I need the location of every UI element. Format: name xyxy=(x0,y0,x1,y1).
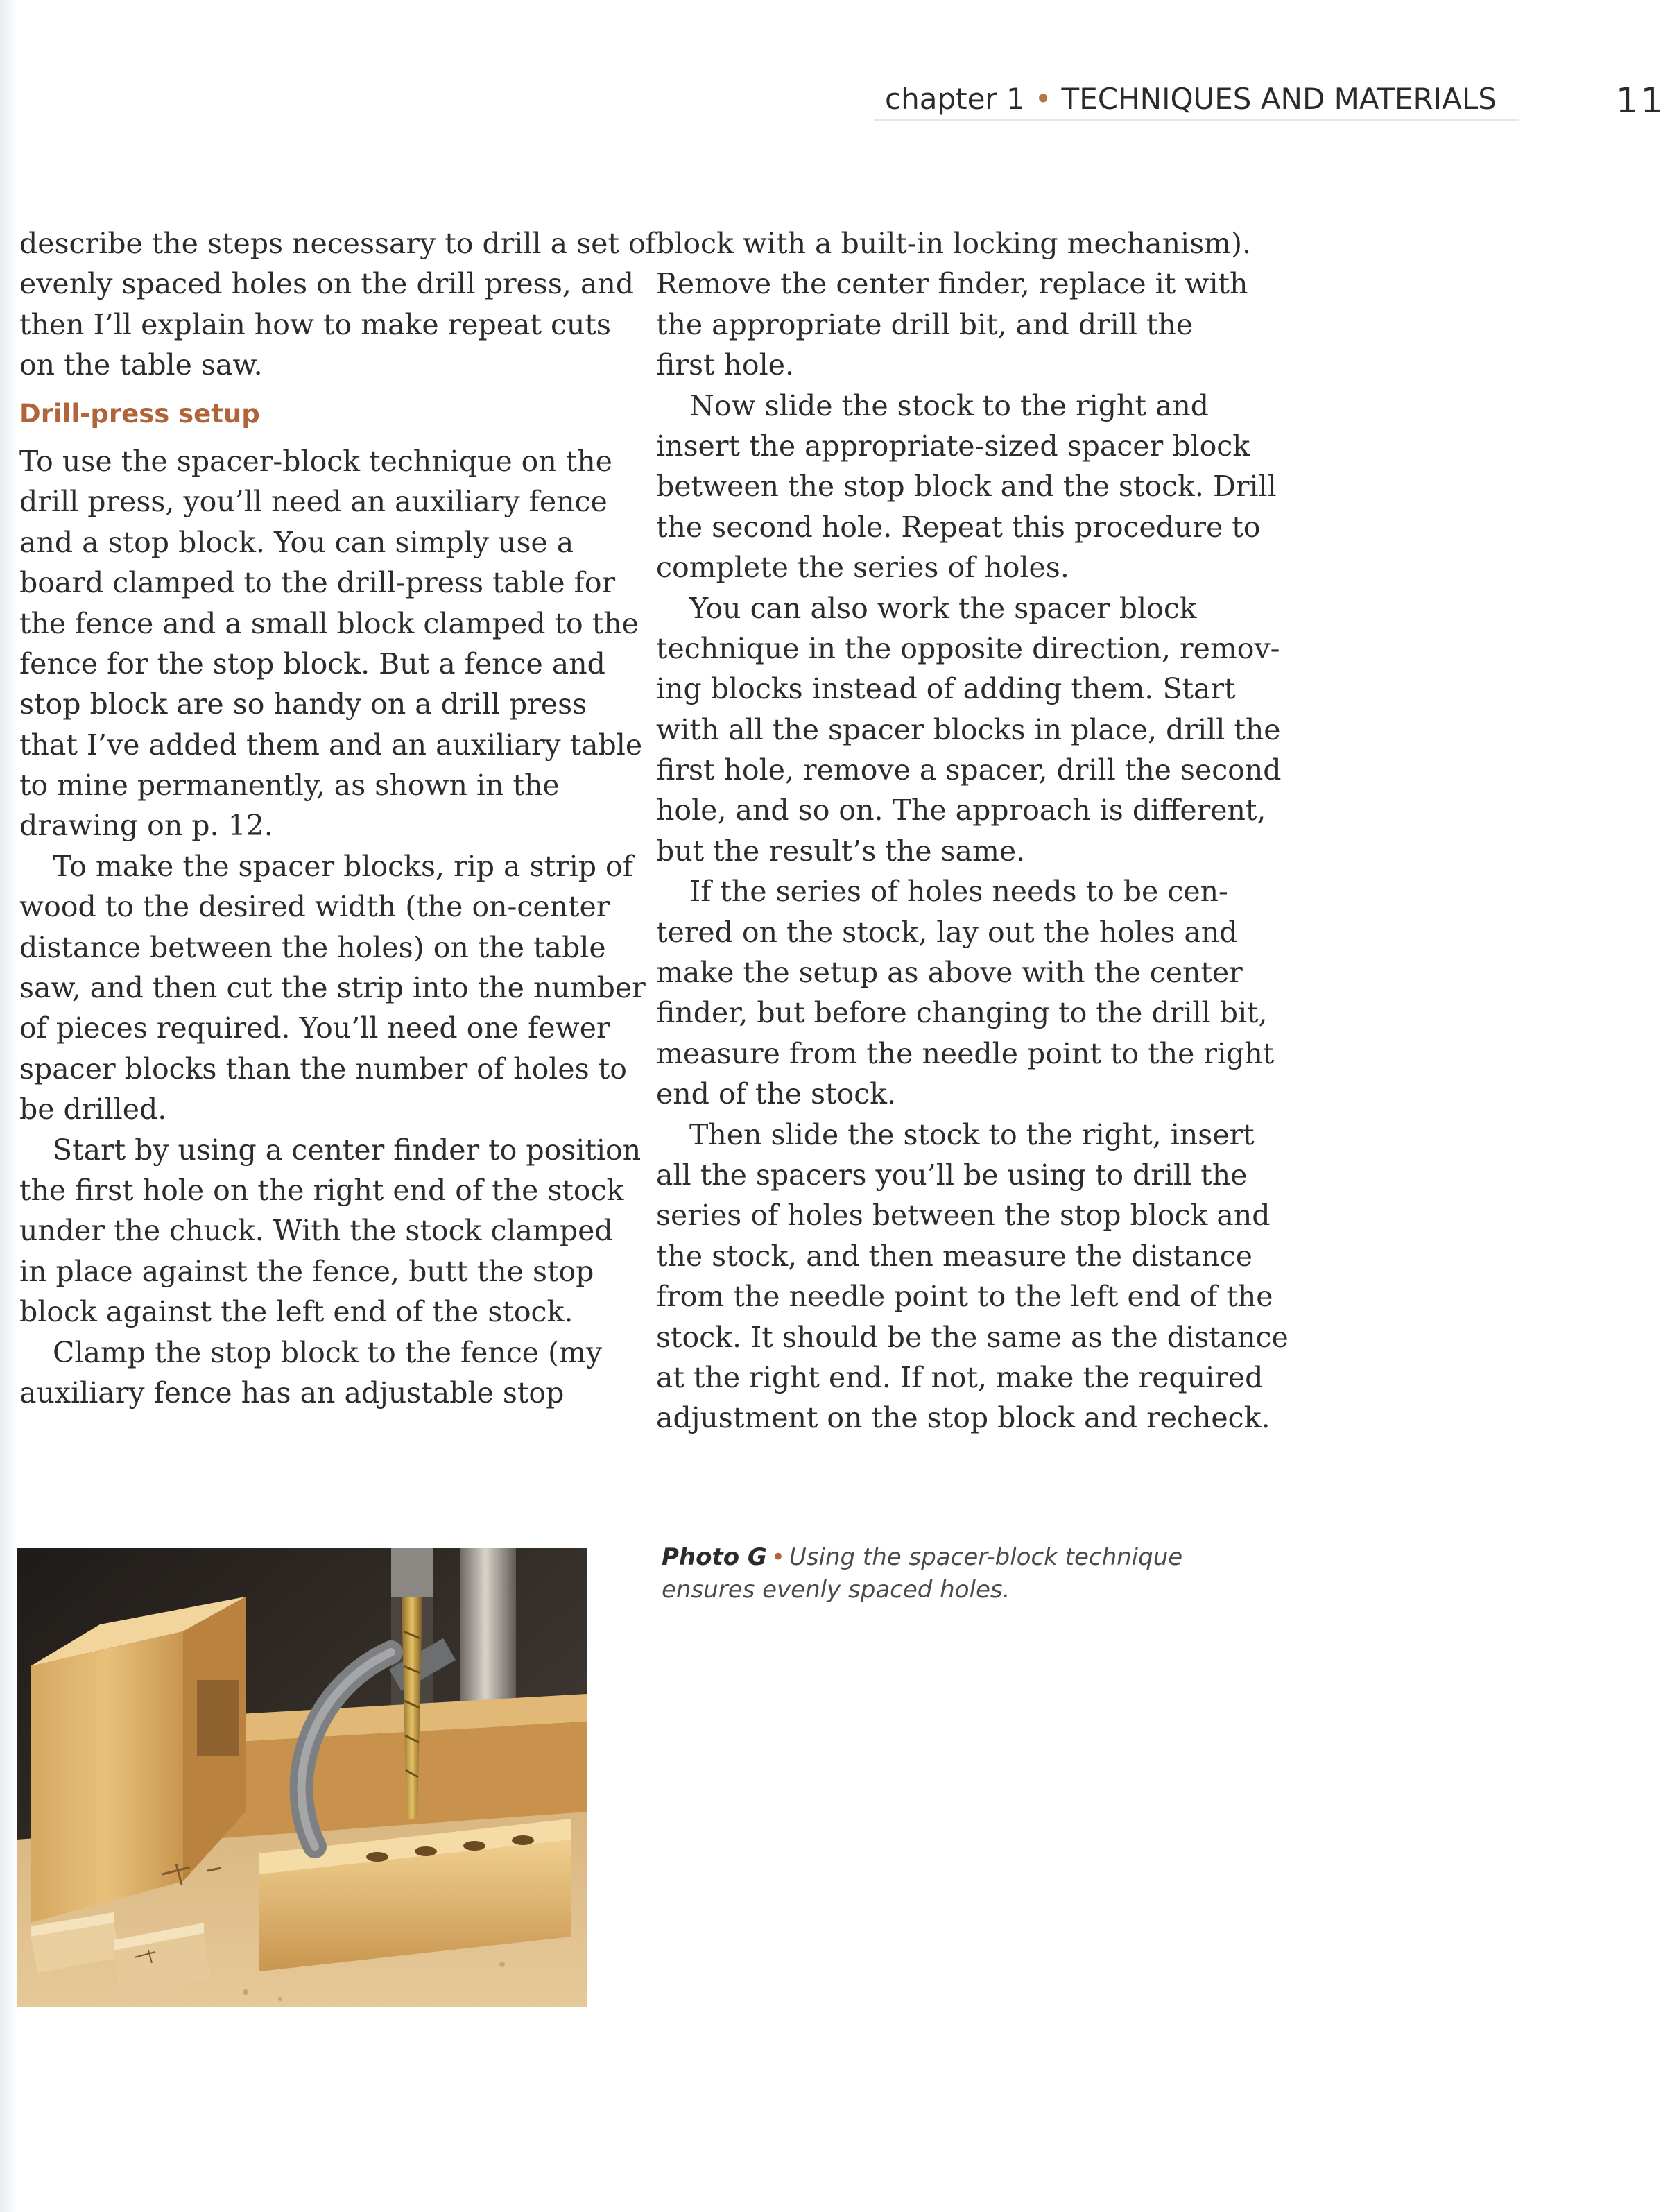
caption-label: Photo G xyxy=(662,1543,767,1571)
caption-line xyxy=(662,1541,1189,1574)
paragraph xyxy=(656,386,1277,588)
text-line: block against the left end of the stock. xyxy=(19,1295,574,1329)
text-line: under the chuck. With the stock clamped xyxy=(19,1214,613,1248)
page-edge-shadow xyxy=(0,0,18,2212)
text-line: drawing on p. 12. xyxy=(19,809,273,843)
text-line: first hole. xyxy=(656,348,794,382)
text-line: but the result’s the same. xyxy=(656,834,1026,868)
caption-line: ensures evenly spaced holes. xyxy=(662,1576,1010,1604)
text-line: make the setup as above with the center xyxy=(656,956,1243,990)
left-column xyxy=(19,223,656,1413)
paragraph xyxy=(656,871,1275,1114)
text-line: drill press, you’ll need an auxiliary fence xyxy=(19,485,608,519)
text-line: then I’ll explain how to make repeat cuts xyxy=(19,307,611,341)
text-line: evenly spaced holes on the drill press, and xyxy=(19,267,635,301)
text-line: ing blocks instead of adding them. Start xyxy=(656,672,1236,706)
text-line: To make the spacer blocks, rip a strip of xyxy=(53,849,633,883)
text-line: complete the series of holes. xyxy=(656,551,1069,585)
photo-caption xyxy=(662,1541,1189,1606)
right-column xyxy=(656,223,1289,1439)
paragraph xyxy=(19,1332,602,1414)
text-line: and a stop block. You can simply use a xyxy=(19,525,574,559)
section-subhead: Drill-press setup xyxy=(19,398,260,429)
chapter-label: chapter 1 xyxy=(885,82,1025,116)
text-line: describe the steps necessary to drill a set of xyxy=(19,227,656,260)
paragraph xyxy=(19,846,646,1130)
text-line: technique in the opposite direction, remov- xyxy=(656,631,1280,665)
text-line: wood to the desired width (the on-center xyxy=(19,890,610,924)
text-line: all the spacers you’ll be using to drill the xyxy=(656,1158,1248,1192)
text-line: finder, but before changing to the drill bit, xyxy=(656,996,1268,1030)
text-line: board clamped to the drill-press table for xyxy=(19,566,616,600)
text-line: fence for the stop block. But a fence and xyxy=(19,646,605,680)
text-line: You can also work the spacer block xyxy=(689,591,1197,625)
drill-press-illustration xyxy=(17,1548,587,2007)
text-line: Now slide the stock to the right and xyxy=(689,388,1209,422)
text-line: between the stop block and the stock. Drill xyxy=(656,470,1277,504)
text-line: to mine permanently, as shown in the xyxy=(19,769,560,803)
text-line: first hole, remove a spacer, drill the second xyxy=(656,753,1282,787)
text-line: stock. It should be the same as the distance xyxy=(656,1320,1289,1354)
page-number: 11 xyxy=(1616,80,1666,121)
caption-text: Using the spacer-block technique xyxy=(789,1543,1183,1571)
text-line: To use the spacer-block technique on the xyxy=(19,444,612,478)
text-line: hole, and so on. The approach is different, xyxy=(656,794,1266,828)
text-line: Clamp the stop block to the fence (my xyxy=(53,1335,603,1369)
text-line: the appropriate drill bit, and drill the xyxy=(656,307,1194,341)
paragraph xyxy=(656,1115,1289,1439)
text-line: at the right end. If not, make the required xyxy=(656,1360,1264,1394)
paragraph xyxy=(19,441,643,846)
text-line: Then slide the stock to the right, insert xyxy=(689,1117,1255,1151)
text-line: Start by using a center finder to position xyxy=(53,1133,642,1167)
paragraph xyxy=(656,223,1252,386)
caption-separator: • xyxy=(770,1543,785,1571)
text-line: series of holes between the stop block and xyxy=(656,1199,1271,1233)
text-line: distance between the holes) on the table xyxy=(19,930,606,964)
text-line: adjustment on the stop block and recheck. xyxy=(656,1401,1271,1435)
text-line: stop block are so handy on a drill press xyxy=(19,687,587,721)
running-head-text xyxy=(885,82,1497,116)
text-line: that I’ve added them and an auxiliary table xyxy=(19,728,643,762)
text-line: of pieces required. You’ll need one fewer xyxy=(19,1011,610,1045)
text-line: be drilled. xyxy=(19,1092,167,1126)
header-rule xyxy=(874,119,1519,121)
paragraph xyxy=(19,1130,642,1332)
text-line: in place against the fence, butt the stop xyxy=(19,1254,594,1288)
text-line: the stock, and then measure the distance xyxy=(656,1239,1253,1273)
photo-drill-press-spacer-blocks xyxy=(17,1548,587,2007)
text-line: auxiliary fence has an adjustable stop xyxy=(19,1375,565,1409)
header-separator: • xyxy=(1034,82,1052,116)
text-line: the fence and a small block clamped to the xyxy=(19,606,639,640)
text-line: If the series of holes needs to be cen- xyxy=(689,875,1228,909)
text-line: spacer blocks than the number of holes to xyxy=(19,1052,627,1086)
text-line: with all the spacer blocks in place, drill the xyxy=(656,712,1281,746)
text-line: on the table saw. xyxy=(19,348,263,382)
text-line: measure from the needle point to the right xyxy=(656,1036,1275,1070)
text-line: the first hole on the right end of the stock xyxy=(19,1173,624,1207)
text-line: from the needle point to the left end of the xyxy=(656,1280,1273,1314)
section-title: TECHNIQUES AND MATERIALS xyxy=(1061,82,1497,116)
running-head xyxy=(832,76,1526,125)
text-line: saw, and then cut the strip into the number xyxy=(19,971,646,1005)
text-line: insert the appropriate-sized spacer block xyxy=(656,429,1250,463)
text-line: the second hole. Repeat this procedure to xyxy=(656,510,1261,544)
text-line: tered on the stock, lay out the holes and xyxy=(656,915,1238,949)
text-line: Remove the center finder, replace it with xyxy=(656,267,1248,301)
paragraph xyxy=(656,588,1282,872)
text-line: end of the stock. xyxy=(656,1077,897,1111)
intro-paragraph xyxy=(19,223,656,386)
text-line: block with a built-in locking mechanism). xyxy=(656,227,1252,260)
